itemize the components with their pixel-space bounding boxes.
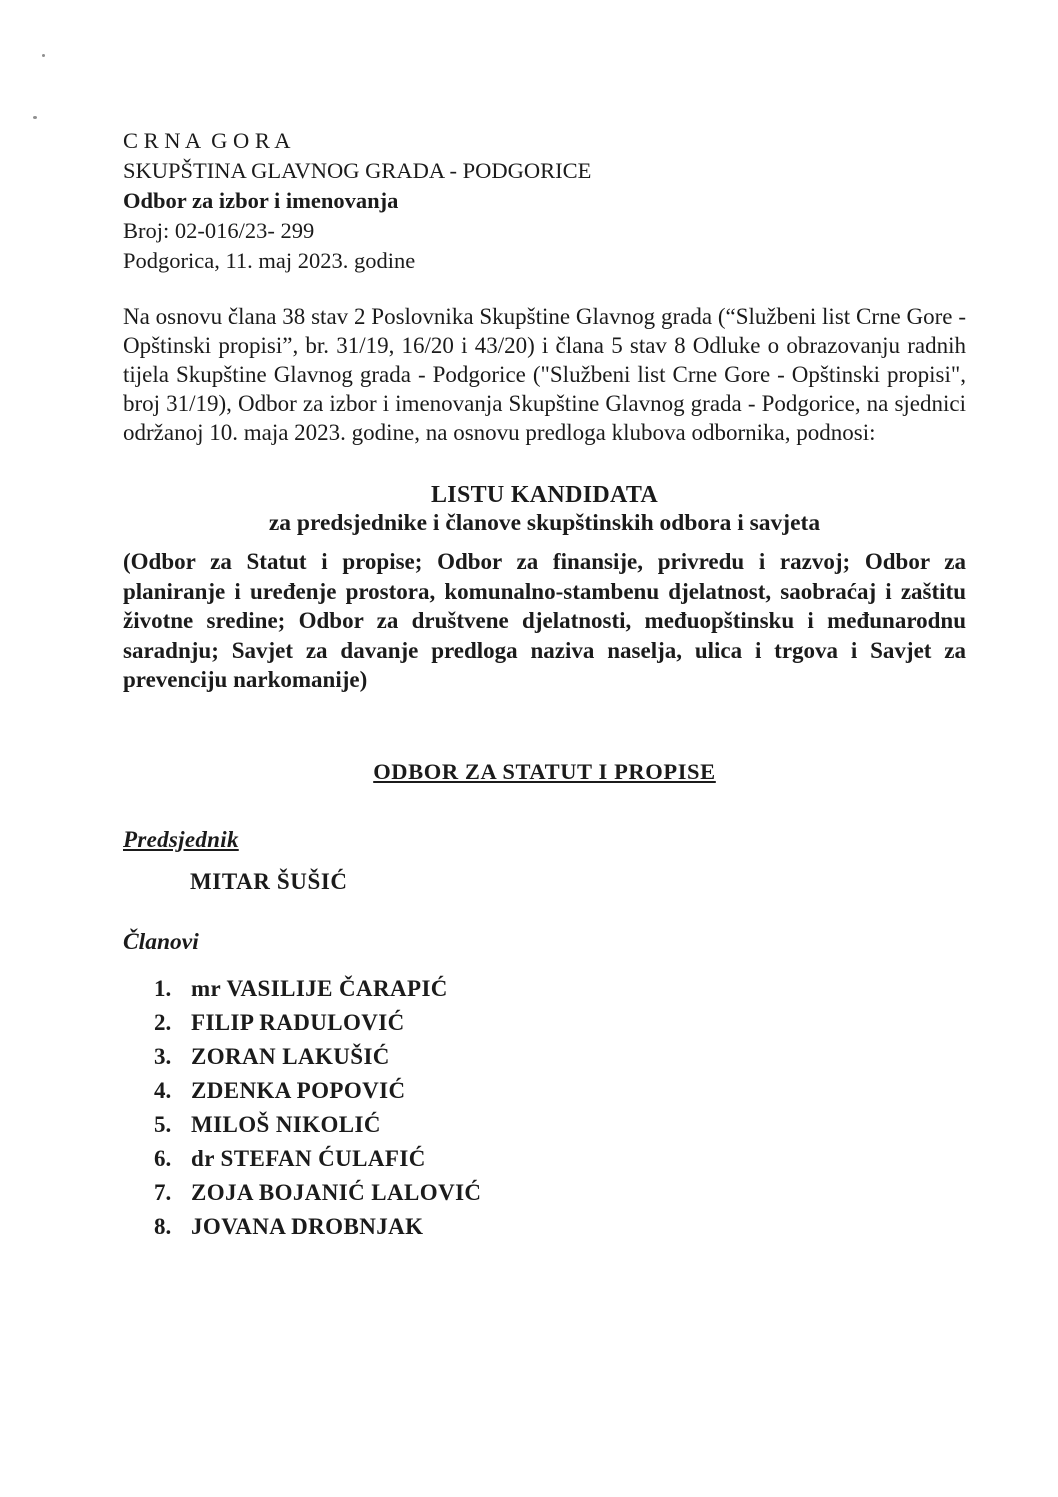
member-item: [154, 972, 966, 1006]
header-place-date-line: Podgorica, 11. maj 2023. godine: [123, 248, 416, 273]
member-item: [154, 1006, 966, 1040]
member-number: 6.: [154, 1145, 172, 1171]
committees-paragraph: (Odbor za Statut i propise; Odbor za finansije, privredu i razvoj; Odbor za planiranje i uređenje prostora, komunalno-stambenu djelatnost, saobraćaj i zaštitu životne sredine; Odbor za društvene djelatnosti, međuopštinsku i međunarodnu saradnju; Savjet za davanje predloga naziva naselja, ulica i trgova i Savjet za prevenciju narkomanije): [123, 549, 966, 692]
member-item: [154, 1142, 966, 1176]
members-label: Članovi: [123, 928, 199, 955]
member-name: FILIP RADULOVIĆ: [191, 1009, 405, 1035]
document-header: [123, 126, 966, 276]
member-number: 7.: [154, 1179, 172, 1205]
intro-paragraph: Na osnovu člana 38 stav 2 Poslovnika Skupštine Glavnog grada (“Službeni list Crne Gore - Opštinski propisi”, br. 31/19, 16/20 i 43/20) i člana 5 stav 8 Odluke o obrazovanju radnih tijela Skupštine Glavnog grada - Podgorice ("Službeni list Crne Gore - Opštinski propisi", broj 31/19), Odbor za izbor i imenovanja Skupštine Glavnog grada - Podgorice, na sjednici održanoj 10. maja 2023. godine, na osnovu predloga klubova odbornika, podnosi:: [123, 304, 966, 445]
member-name: mr VASILIJE ČARAPIĆ: [191, 975, 448, 1001]
member-item: [154, 1074, 966, 1108]
member-item: [154, 1040, 966, 1074]
document-title: LISTU KANDIDATA: [431, 482, 658, 508]
member-number: 4.: [154, 1077, 172, 1103]
member-number: 1.: [154, 975, 172, 1001]
member-number: 3.: [154, 1043, 172, 1069]
president-name: MITAR ŠUŠIĆ: [190, 868, 348, 894]
member-name: JOVANA DROBNJAK: [191, 1213, 424, 1239]
member-name: ZDENKA POPOVIĆ: [191, 1077, 406, 1103]
member-number: 2.: [154, 1009, 172, 1035]
member-item: [154, 1210, 966, 1244]
section-heading: ODBOR ZA STATUT I PROPISE: [373, 758, 716, 784]
header-assembly-line: SKUPŠTINA GLAVNOG GRADA - PODGORICE: [123, 158, 592, 183]
members-list: [123, 972, 966, 1244]
member-name: dr STEFAN ĆULAFIĆ: [191, 1145, 426, 1171]
header-number-line: Broj: 02-016/23- 299: [123, 218, 315, 243]
header-country-line: C R N A G O R A: [123, 128, 291, 153]
member-name: ZOJA BOJANIĆ LALOVIĆ: [191, 1179, 482, 1205]
document-subtitle: za predsjednike i članove skupštinskih odbora i savjeta: [268, 510, 821, 536]
scan-speck: [42, 54, 45, 57]
scan-speck: [33, 116, 37, 119]
member-name: ZORAN LAKUŠIĆ: [191, 1043, 390, 1069]
member-name: MILOŠ NIKOLIĆ: [191, 1111, 381, 1137]
document-content: [123, 126, 966, 1244]
member-item: [154, 1108, 966, 1142]
president-label: Predsjednik: [123, 826, 239, 852]
member-number: 5.: [154, 1111, 172, 1137]
member-number: 8.: [154, 1213, 172, 1239]
header-committee-line: Odbor za izbor i imenovanja: [123, 188, 399, 213]
document-title-block: [123, 481, 966, 537]
member-item: [154, 1176, 966, 1210]
